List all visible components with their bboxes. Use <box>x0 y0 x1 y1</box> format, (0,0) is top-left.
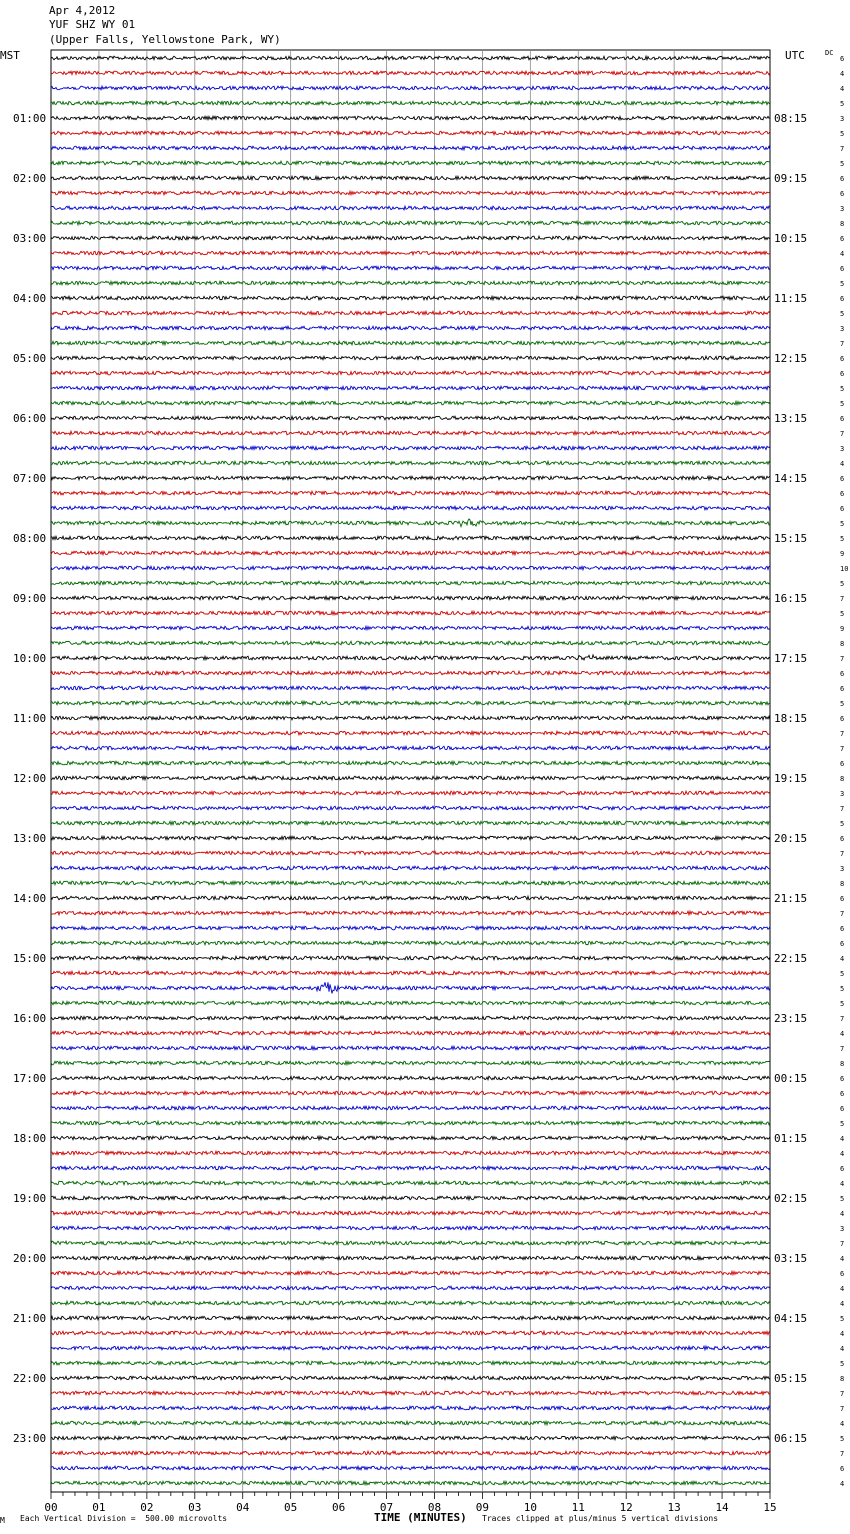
dc-offset-value: 5 <box>840 1360 845 1368</box>
seismic-trace <box>51 1031 770 1035</box>
dc-offset-value: 7 <box>840 595 845 603</box>
seismic-trace <box>51 1061 770 1065</box>
seismic-trace <box>51 101 770 105</box>
seismic-trace <box>51 836 770 840</box>
dc-offset-value: 6 <box>840 55 845 63</box>
x-tick-label: 15 <box>763 1501 777 1514</box>
dc-offset-value: 10 <box>840 565 849 573</box>
right-hour-label: 00:15 <box>774 1072 808 1085</box>
x-tick-label: 06 <box>331 1501 346 1514</box>
dc-offset-value: 4 <box>840 460 845 468</box>
left-hour-label: 01:00 <box>13 112 47 125</box>
right-hour-label: 09:15 <box>774 172 808 185</box>
right-timezone-label: UTC <box>785 49 805 62</box>
dc-offset-value: 7 <box>840 1450 845 1458</box>
seismic-trace <box>51 1196 770 1200</box>
x-tick-label: 12 <box>619 1501 633 1514</box>
dc-offset-value: 4 <box>840 70 845 78</box>
dc-offset-value: 7 <box>840 1045 845 1053</box>
right-hour-label: 05:15 <box>774 1372 808 1385</box>
left-hour-label: 21:00 <box>13 1312 47 1325</box>
dc-offset-value: 6 <box>840 505 845 513</box>
x-axis-title: TIME (MINUTES) <box>374 1511 467 1524</box>
left-hour-label: 07:00 <box>13 472 47 485</box>
dc-offset-value: 5 <box>840 970 845 978</box>
dc-offset-value: 7 <box>840 910 845 918</box>
dc-offset-value: 6 <box>840 835 845 843</box>
dc-offset-value: 7 <box>840 730 845 738</box>
station-code: YUF SHZ WY 01 <box>49 18 136 31</box>
dc-offset-value: 6 <box>840 925 845 933</box>
seismic-trace <box>51 311 770 315</box>
seismic-trace <box>51 116 770 120</box>
seismic-trace <box>51 56 770 60</box>
station-location: (Upper Falls, Yellowstone Park, WY) <box>49 33 281 46</box>
seismic-trace <box>51 506 770 510</box>
seismic-trace <box>51 1241 770 1245</box>
seismic-trace <box>51 1046 770 1050</box>
seismic-trace <box>51 701 770 705</box>
seismic-trace <box>51 1136 770 1140</box>
right-hour-label: 23:15 <box>774 1012 808 1025</box>
left-hour-label: 02:00 <box>13 172 47 185</box>
dc-offset-value: 7 <box>840 340 845 348</box>
seismic-trace <box>51 896 770 900</box>
dc-offset-value: 4 <box>840 1420 845 1428</box>
dc-offset-value: 3 <box>840 205 845 213</box>
dc-offset-value: 5 <box>840 580 845 588</box>
seismic-trace <box>51 401 770 405</box>
dc-offset-value: 6 <box>840 1165 845 1173</box>
dc-offset-value: 4 <box>840 955 845 963</box>
dc-offset-value: 3 <box>840 1225 845 1233</box>
right-hour-label: 06:15 <box>774 1432 808 1445</box>
dc-offset-value: 4 <box>840 85 845 93</box>
corner-mark: M <box>0 1516 5 1525</box>
seismic-trace <box>51 851 770 855</box>
dc-offset-value: 8 <box>840 220 845 228</box>
right-hour-label: 19:15 <box>774 772 808 785</box>
seismic-trace <box>51 161 770 165</box>
dc-offset-value: 4 <box>840 1480 845 1488</box>
seismic-trace <box>51 341 770 345</box>
seismic-trace <box>51 866 770 870</box>
seismic-trace <box>51 746 770 750</box>
right-hour-label: 12:15 <box>774 352 808 365</box>
right-hour-label: 20:15 <box>774 832 808 845</box>
x-tick-label: 11 <box>571 1501 585 1514</box>
seismic-trace <box>51 1106 770 1110</box>
dc-offset-value: 6 <box>840 235 845 243</box>
left-hour-label: 23:00 <box>13 1432 47 1445</box>
dc-offset-value: 9 <box>840 625 845 633</box>
left-hour-label: 20:00 <box>13 1252 47 1265</box>
dc-offset-value: 4 <box>840 1300 845 1308</box>
dc-offset-value: 7 <box>840 805 845 813</box>
dc-offset-value: 4 <box>840 1150 845 1158</box>
dc-offset-value: 5 <box>840 130 845 138</box>
seismic-trace <box>51 1166 770 1170</box>
seismic-trace <box>51 1121 770 1125</box>
x-tick-label: 14 <box>715 1501 729 1514</box>
dc-offset-value: 6 <box>840 1090 845 1098</box>
dc-offset-value: 6 <box>840 265 845 273</box>
seismic-trace <box>51 551 770 555</box>
dc-offset-value: 7 <box>840 655 845 663</box>
left-timezone-label: MST <box>0 49 20 62</box>
seismic-trace <box>51 356 770 360</box>
seismic-trace <box>51 686 770 690</box>
seismic-trace <box>51 1076 770 1080</box>
dc-offset-value: 8 <box>840 640 845 648</box>
seismic-trace <box>51 1391 770 1395</box>
dc-offset-value: 5 <box>840 1315 845 1323</box>
dc-offset-value: 6 <box>840 1465 845 1473</box>
left-hour-label: 14:00 <box>13 892 47 905</box>
x-tick-label: 04 <box>236 1501 250 1514</box>
right-hour-label: 14:15 <box>774 472 808 485</box>
seismic-trace <box>51 1451 770 1455</box>
seismic-trace <box>51 416 770 420</box>
dc-offset-value: 6 <box>840 895 845 903</box>
dc-offset-value: 7 <box>840 1390 845 1398</box>
dc-offset-value: 6 <box>840 190 845 198</box>
dc-offset-value: 3 <box>840 445 845 453</box>
seismic-trace <box>51 626 770 630</box>
right-hour-label: 08:15 <box>774 112 808 125</box>
x-tick-label: 10 <box>523 1501 537 1514</box>
dc-offset-value: 6 <box>840 715 845 723</box>
seismic-trace <box>51 296 770 300</box>
left-hour-label: 04:00 <box>13 292 47 305</box>
dc-offset-value: 6 <box>840 760 845 768</box>
seismic-trace <box>51 596 770 600</box>
x-tick-label: 08 <box>427 1501 442 1514</box>
dc-offset-value: 5 <box>840 700 845 708</box>
right-hour-label: 16:15 <box>774 592 808 605</box>
seismic-trace <box>51 956 770 960</box>
seismic-trace <box>51 1301 770 1305</box>
dc-offset-value: 3 <box>840 865 845 873</box>
dc-offset-value: 5 <box>840 310 845 318</box>
dc-offset-value: 6 <box>840 415 845 423</box>
dc-offset-value: 3 <box>840 325 845 333</box>
dc-offset-value: 6 <box>840 295 845 303</box>
dc-offset-value: 6 <box>840 1270 845 1278</box>
seismic-trace <box>51 1316 770 1320</box>
left-hour-label: 10:00 <box>13 652 47 665</box>
x-tick-label: 07 <box>379 1501 394 1514</box>
dc-offset-value: 8 <box>840 1375 845 1383</box>
seismic-trace <box>51 1346 770 1350</box>
seismic-trace <box>51 982 770 993</box>
dc-offset-value: 7 <box>840 745 845 753</box>
dc-offset-value: 4 <box>840 1135 845 1143</box>
seismic-trace <box>51 251 770 255</box>
dc-offset-value: 4 <box>840 1210 845 1218</box>
x-tick-label: 02 <box>140 1501 154 1514</box>
seismic-trace <box>51 476 770 480</box>
seismic-trace <box>51 386 770 390</box>
seismic-trace <box>51 266 770 270</box>
dc-offset-value: 3 <box>840 790 845 798</box>
seismic-trace <box>51 641 770 645</box>
seismic-trace <box>51 446 770 450</box>
seismic-trace <box>51 191 770 195</box>
seismic-trace <box>51 176 770 180</box>
left-hour-label: 09:00 <box>13 592 47 605</box>
dc-offset-value: 6 <box>840 355 845 363</box>
right-hour-label: 18:15 <box>774 712 808 725</box>
dc-offset-value: 5 <box>840 985 845 993</box>
seismic-trace <box>51 131 770 135</box>
seismic-trace <box>51 431 770 435</box>
dc-offset-value: 7 <box>840 1405 845 1413</box>
seismic-trace <box>51 1331 770 1335</box>
right-hour-label: 01:15 <box>774 1132 808 1145</box>
dc-offset-value: 5 <box>840 610 845 618</box>
dc-offset-value: 5 <box>840 400 845 408</box>
seismic-trace <box>51 881 770 885</box>
left-hour-label: 13:00 <box>13 832 47 845</box>
left-hour-label: 11:00 <box>13 712 47 725</box>
dc-offset-value: 4 <box>840 1180 845 1188</box>
dc-offset-value: 7 <box>840 145 845 153</box>
dc-offset-value: 6 <box>840 475 845 483</box>
left-hour-label: 16:00 <box>13 1012 47 1025</box>
right-hour-label: 17:15 <box>774 652 808 665</box>
seismic-trace <box>51 206 770 210</box>
seismic-trace <box>51 1271 770 1275</box>
left-hour-label: 22:00 <box>13 1372 47 1385</box>
right-hour-label: 15:15 <box>774 532 808 545</box>
dc-offset-value: 5 <box>840 1195 845 1203</box>
dc-offset-value: 5 <box>840 535 845 543</box>
dc-offset-value: 4 <box>840 1330 845 1338</box>
dc-offset-value: 8 <box>840 880 845 888</box>
x-tick-label: 13 <box>667 1501 681 1514</box>
seismic-trace <box>51 221 770 225</box>
dc-offset-value: 7 <box>840 1015 845 1023</box>
x-tick-label: 01 <box>92 1501 106 1514</box>
right-hour-label: 03:15 <box>774 1252 808 1265</box>
vertical-division-scale: Each Vertical Division = 500.00 microvolts <box>20 1514 228 1523</box>
dc-offset-value: 9 <box>840 550 845 558</box>
dc-offset-value: 6 <box>840 670 845 678</box>
left-hour-label: 12:00 <box>13 772 47 785</box>
seismic-trace <box>51 731 770 735</box>
seismic-trace <box>51 941 770 945</box>
seismic-trace <box>51 86 770 90</box>
seismic-trace <box>51 1361 770 1365</box>
dc-offset-value: 4 <box>840 250 845 258</box>
seismic-trace <box>51 1436 770 1440</box>
seismic-trace <box>51 326 770 330</box>
dc-offset-value: 6 <box>840 1075 845 1083</box>
dc-offset-value: 4 <box>840 1255 845 1263</box>
x-tick-label: 00 <box>44 1501 58 1514</box>
dc-offset-value: 8 <box>840 775 845 783</box>
record-date: Apr 4,2012 <box>49 4 116 17</box>
dc-offset-value: 5 <box>840 280 845 288</box>
right-hour-label: 02:15 <box>774 1192 808 1205</box>
seismic-trace <box>51 236 770 240</box>
dc-offset-value: 6 <box>840 940 845 948</box>
seismic-trace <box>51 1421 770 1425</box>
seismic-trace <box>51 761 770 765</box>
seismic-trace <box>51 371 770 375</box>
dc-offset-value: 4 <box>840 1030 845 1038</box>
seismic-trace <box>51 971 770 975</box>
dc-offset-value: 7 <box>840 430 845 438</box>
seismic-trace <box>51 1211 770 1215</box>
seismic-trace <box>51 791 770 795</box>
dc-offset-value: 5 <box>840 1120 845 1128</box>
seismic-trace <box>51 716 770 720</box>
seismic-trace <box>51 806 770 810</box>
dc-offset-value: 7 <box>840 1240 845 1248</box>
seismic-trace <box>51 491 770 495</box>
seismic-trace <box>51 911 770 915</box>
dc-offset-value: 4 <box>840 1285 845 1293</box>
seismic-trace <box>51 281 770 285</box>
seismic-trace <box>51 1466 770 1470</box>
seismic-trace <box>51 461 770 465</box>
seismic-trace <box>51 926 770 930</box>
clip-note: Traces clipped at plus/minus 5 vertical divisions <box>482 1514 719 1523</box>
x-tick-label: 05 <box>284 1501 298 1514</box>
dc-offset-value: 5 <box>840 1000 845 1008</box>
left-hour-label: 15:00 <box>13 952 47 965</box>
seismic-trace <box>51 611 770 615</box>
seismic-trace <box>51 1286 770 1290</box>
dc-offset-value: 3 <box>840 115 845 123</box>
right-hour-label: 21:15 <box>774 892 808 905</box>
dc-offset-value: 8 <box>840 1060 845 1068</box>
dc-offset-value: 5 <box>840 520 845 528</box>
left-hour-label: 17:00 <box>13 1072 47 1085</box>
seismic-trace <box>51 1181 770 1185</box>
seismic-trace <box>51 1151 770 1155</box>
right-hour-label: 22:15 <box>774 952 808 965</box>
x-tick-label: 09 <box>475 1501 490 1514</box>
seismic-trace <box>51 519 770 527</box>
seismic-trace <box>51 671 770 675</box>
seismic-trace <box>51 566 770 570</box>
x-tick-label: 03 <box>188 1501 202 1514</box>
right-hour-label: 13:15 <box>774 412 808 425</box>
dc-offset-value: 6 <box>840 370 845 378</box>
seismic-trace <box>51 1001 770 1005</box>
dc-label: DC <box>825 49 834 57</box>
dc-offset-value: 6 <box>840 175 845 183</box>
dc-offset-value: 5 <box>840 160 845 168</box>
dc-offset-value: 6 <box>840 490 845 498</box>
dc-offset-value: 6 <box>840 685 845 693</box>
left-hour-label: 08:00 <box>13 532 47 545</box>
dc-offset-value: 4 <box>840 1345 845 1353</box>
seismic-trace <box>51 536 770 540</box>
dc-offset-value: 7 <box>840 850 845 858</box>
plot-frame <box>51 50 770 1492</box>
seismic-trace <box>51 1481 770 1485</box>
right-hour-label: 10:15 <box>774 232 808 245</box>
left-hour-label: 06:00 <box>13 412 47 425</box>
dc-offset-value: 5 <box>840 100 845 108</box>
left-hour-label: 18:00 <box>13 1132 47 1145</box>
seismic-trace <box>51 655 770 660</box>
seismic-trace <box>51 1226 770 1230</box>
left-hour-label: 05:00 <box>13 352 47 365</box>
dc-offset-value: 6 <box>840 1105 845 1113</box>
seismic-trace <box>51 71 770 75</box>
dc-offset-value: 5 <box>840 820 845 828</box>
right-hour-label: 11:15 <box>774 292 808 305</box>
seismic-trace <box>51 1256 770 1260</box>
seismic-trace <box>51 1016 770 1020</box>
seismic-trace <box>51 1376 770 1380</box>
seismic-trace <box>51 146 770 150</box>
dc-offset-value: 5 <box>840 385 845 393</box>
right-hour-label: 04:15 <box>774 1312 808 1325</box>
seismic-trace <box>51 821 770 825</box>
left-hour-label: 19:00 <box>13 1192 47 1205</box>
left-hour-label: 03:00 <box>13 232 47 245</box>
seismic-trace <box>51 581 770 585</box>
dc-offset-value: 5 <box>840 1435 845 1443</box>
seismic-trace <box>51 1091 770 1095</box>
seismic-trace <box>51 1406 770 1410</box>
seismic-trace <box>51 776 770 780</box>
